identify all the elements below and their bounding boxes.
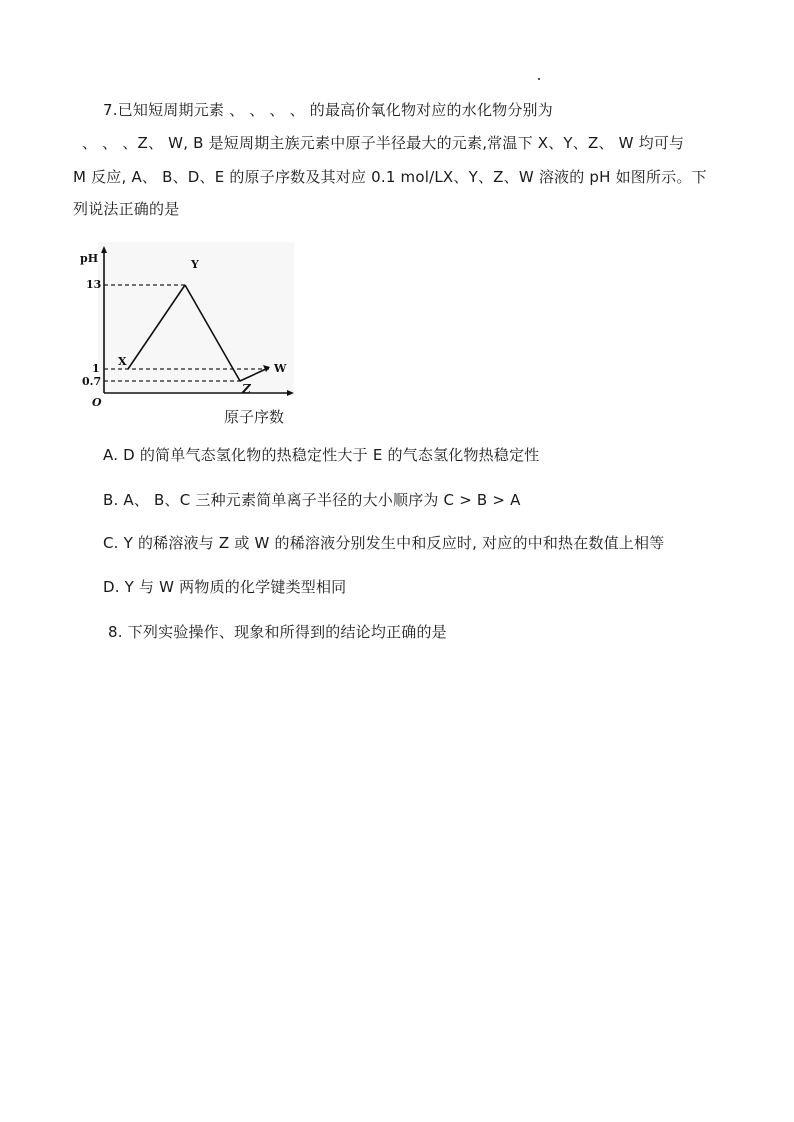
ph-chart-svg (68, 240, 304, 432)
question-7-line-2: 、 、 、Z、 W, B 是短周期主族元素中原子半径最大的元素,常温下 X、Y、Z、 W 均可与 (82, 134, 685, 152)
point-label-w: W (274, 362, 287, 375)
ytick-label-13: 13 (86, 278, 102, 291)
option-b: B. A、 B、C 三种元素简单离子半径的大小顺序为 C > B > A (103, 491, 521, 509)
question-7-line-4: 列说法正确的是 (73, 200, 180, 218)
point-label-x: X (118, 355, 127, 368)
y-axis-label: pH (80, 252, 99, 265)
scan-dot (538, 78, 540, 80)
option-d: D. Y 与 W 两物质的化学键类型相同 (103, 578, 347, 596)
x-axis-label: 原子序数 (224, 408, 285, 426)
origin-label: O (92, 396, 102, 409)
ph-chart (68, 240, 304, 432)
question-7-line-3: M 反应, A、 B、D、E 的原子序数及其对应 0.1 mol/LX、Y、Z、W 溶液的 pH 如图所示。下 (73, 168, 707, 186)
ytick-label-1: 1 (92, 362, 100, 375)
option-a: A. D 的简单气态氢化物的热稳定性大于 E 的气态氢化物热稳定性 (103, 446, 540, 464)
question-7-line-1: 7.已知短周期元素 、 、 、 、 的最高价氧化物对应的水化物分别为 (103, 101, 553, 119)
point-label-z: Z (242, 382, 251, 396)
ytick-label-0-7: 0.7 (82, 375, 102, 388)
question-8: 8. 下列实验操作、现象和所得到的结论均正确的是 (108, 623, 447, 641)
option-c: C. Y 的稀溶液与 Z 或 W 的稀溶液分别发生中和反应时, 对应的中和热在数值上相等 (103, 534, 665, 552)
point-label-y: Y (191, 258, 199, 271)
